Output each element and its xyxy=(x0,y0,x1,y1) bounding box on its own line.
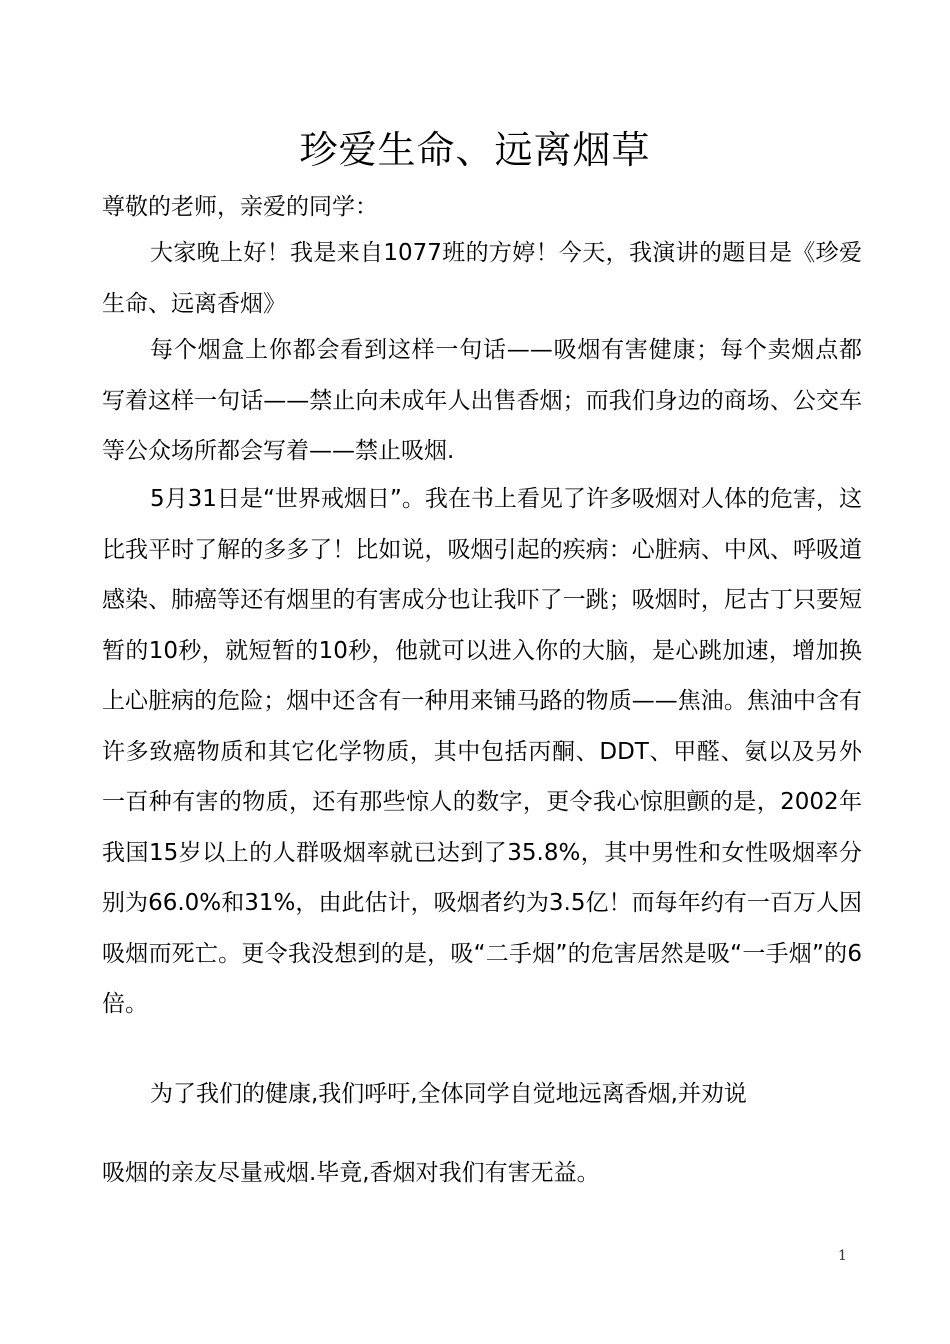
paragraph-appeal: 为了我们的健康,我们呼吁,全体同学自觉地远离香烟,并劝说 xyxy=(150,1081,747,1107)
paragraph-harms: 5月31日是“世界戒烟日”。我在书上看见了许多吸烟对人体的危害，这比我平时了解的多多了！比如说，吸烟引起的疾病：心脏病、中风、呼吸道感染、肺癌等还有烟里的有害成分也让我吓了一跳；吸烟时，尼古丁只要短暂的10秒，就短暂的10秒，他就可以进入你的大脑，是心跳加速，增加换上心脏病的危险；烟中还含有一种用来铺马路的物质——焦油。焦油中含有许多致癌物质和其它化学物质，其中包括丙酮、DDT、甲醛、氨以及另外一百种有害的物质，还有那些惊人的数字，更令我心惊胆颤的是，2002年我国15岁以上的人群吸烟率就已达到了35.8%，其中男性和女性吸烟率分别为66.0%和31%，由此估计，吸烟者约为3.5亿！而每年约有一百万人因吸烟而死亡。更令我没想到的是，吸“二手烟”的危害居然是吸“一手烟”的6倍。 xyxy=(102,486,862,1017)
page-title: 珍爱生命、远离烟草 xyxy=(299,128,651,172)
paragraph-conclusion: 吸烟的亲友尽量戒烟.毕竟,香烟对我们有害无益。 xyxy=(102,1160,600,1186)
salutation: 尊敬的老师，亲爱的同学： xyxy=(102,194,378,220)
paragraph-intro: 大家晚上好！我是来自1077班的方婷！今天，我演讲的题目是《珍爱生命、远离香烟》 xyxy=(102,240,862,317)
paragraph-warnings: 每个烟盒上你都会看到这样一句话——吸烟有害健康；每个卖烟点都写着这样一句话——禁止向未成年人出售香烟；而我们身边的商场、公交车等公众场所都会写着——禁止吸烟. xyxy=(102,337,862,464)
page-number: 1 xyxy=(838,1248,847,1264)
